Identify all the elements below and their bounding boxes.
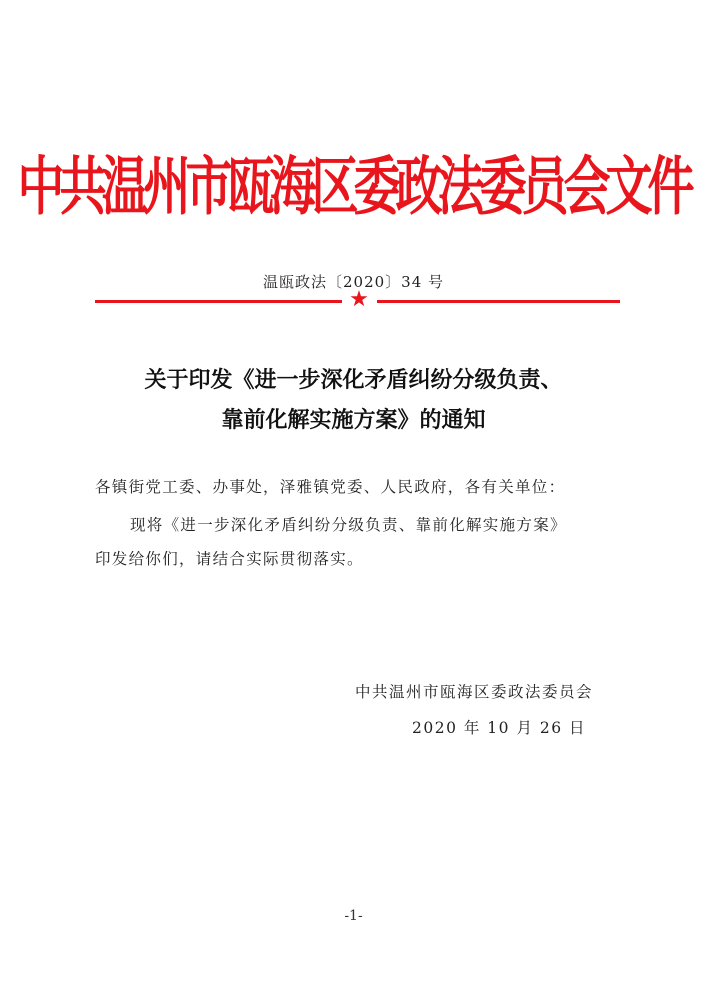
document-header-title: 中共温州市瓯海区委政法委员会文件 [17,150,690,225]
signature-organization: 中共温州市瓯海区委政法委员会 [355,683,594,701]
page-number: -1- [344,908,363,924]
document-number: 温瓯政法〔2020〕34 号 [262,273,445,291]
star-icon: ★ [349,287,369,312]
recipients-line: 各镇街党工委、办事处，泽雅镇党委、人民政府，各有关单位： [95,478,566,496]
body-paragraph-line-2: 印发给你们，请结合实际贯彻落实。 [95,550,364,568]
body-paragraph-line-1: 现将《进一步深化矛盾纠纷分级负责、靠前化解实施方案》 [130,516,567,534]
notice-title-line-1: 关于印发《进一步深化矛盾纠纷分级负责、 [144,367,563,393]
notice-title-line-2: 靠前化解实施方案》的通知 [221,407,486,433]
signature-date: 2020 年 10 月 26 日 [412,719,587,737]
header-divider-left [95,300,342,303]
header-divider-right [377,300,620,303]
